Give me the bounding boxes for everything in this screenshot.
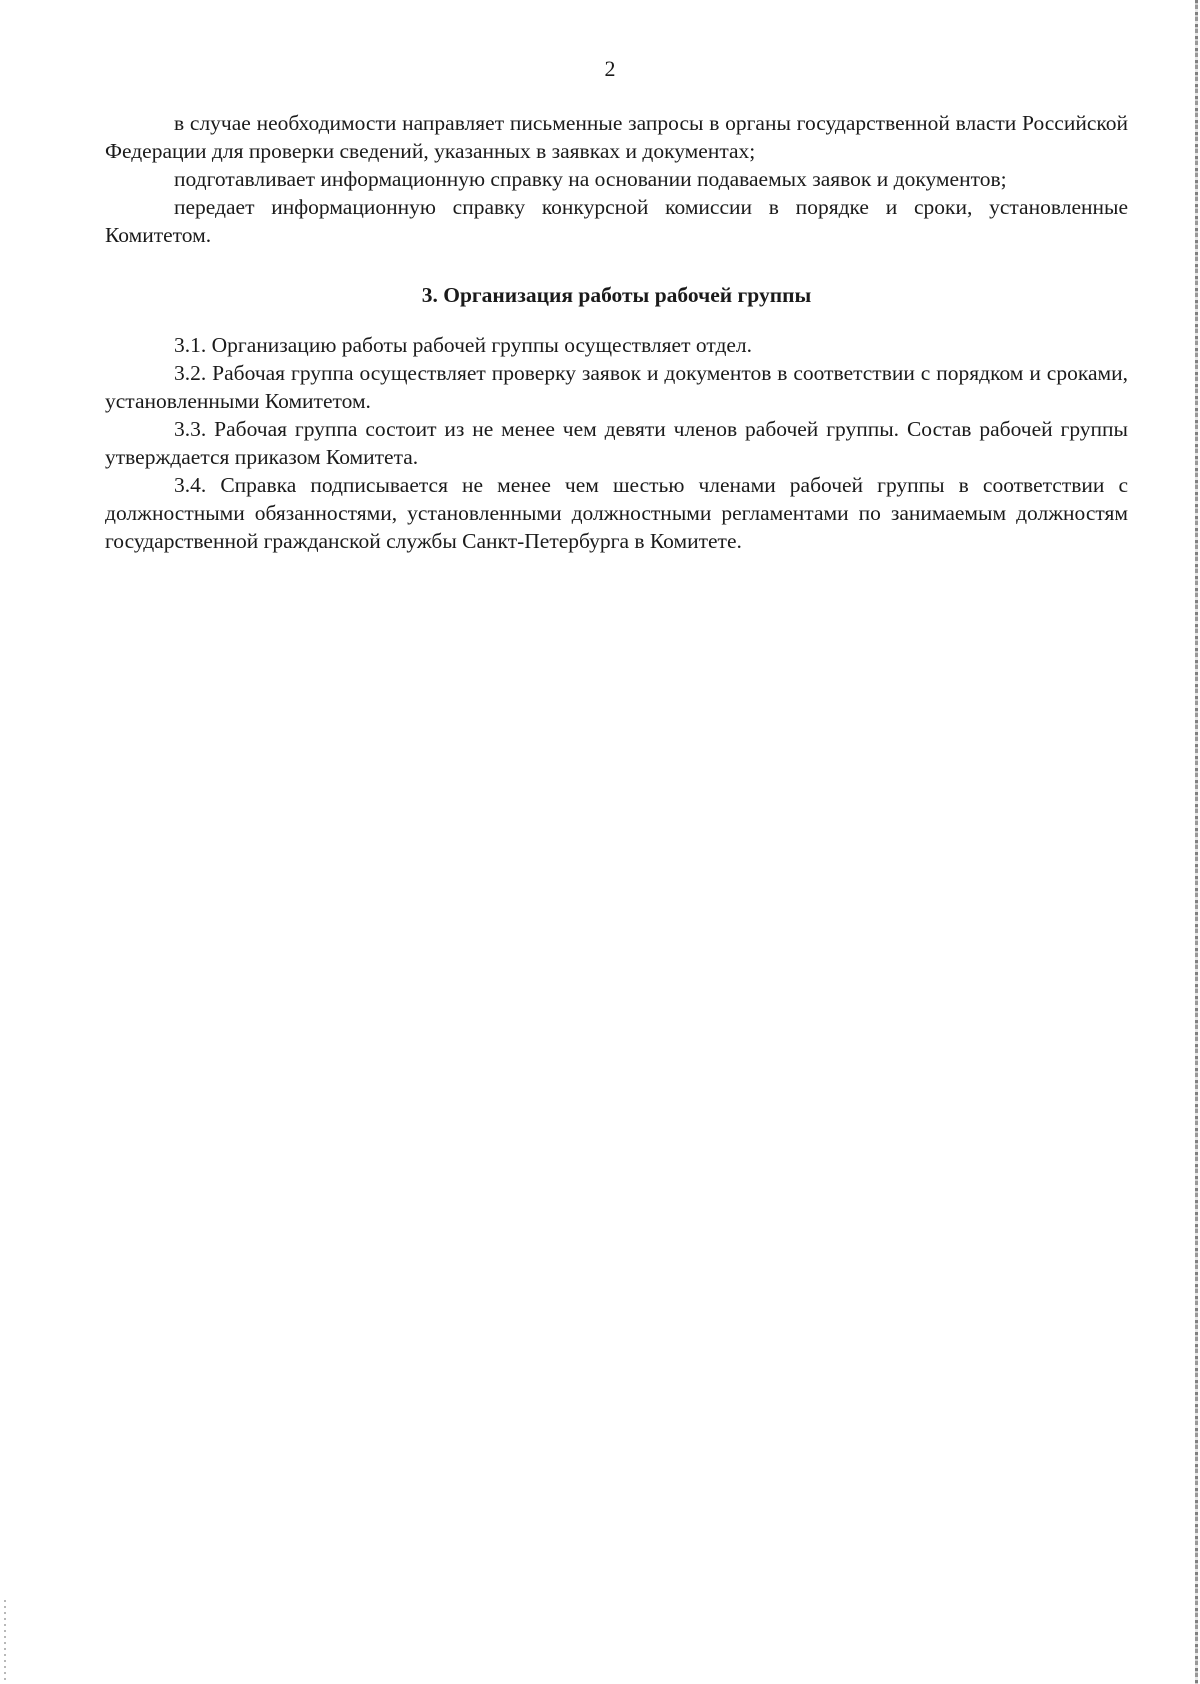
scan-edge-left bbox=[4, 1600, 6, 1684]
scan-edge-right bbox=[1195, 0, 1198, 1684]
clause-3-1: 3.1. Организацию работы рабочей группы осуществляет отдел. bbox=[174, 333, 753, 357]
clause-3-3: 3.3. Рабочая группа состоит из не менее чем девяти членов рабочей группы. Состав рабочей группы утверждается приказом Комитета. bbox=[105, 417, 1128, 469]
paragraph: в случае необходимости направляет письменные запросы в органы государственной власти Российской Федерации для проверки сведений, указанных в заявках и документах; bbox=[105, 111, 1128, 163]
clause-3-4: 3.4. Справка подписывается не менее чем шестью членами рабочей группы в соответствии с должностными обязанностями, установленными должностными регламентами по занимаемым должностям государственной гражданской службы Санкт-Петербурга в Комитете. bbox=[105, 473, 1128, 553]
paragraph: подготавливает информационную справку на основании подаваемых заявок и документов; bbox=[174, 167, 1007, 191]
clause-3-2: 3.2. Рабочая группа осуществляет проверку заявок и документов в соответствии с порядком и сроками, установленными Комитетом. bbox=[105, 361, 1128, 413]
document-body bbox=[105, 109, 1128, 555]
page-number: 2 bbox=[604, 56, 616, 81]
section-heading: 3. Организация работы рабочей группы bbox=[421, 283, 812, 307]
paragraph: передает информационную справку конкурсной комиссии в порядке и сроки, установленные Комитетом. bbox=[105, 195, 1128, 247]
